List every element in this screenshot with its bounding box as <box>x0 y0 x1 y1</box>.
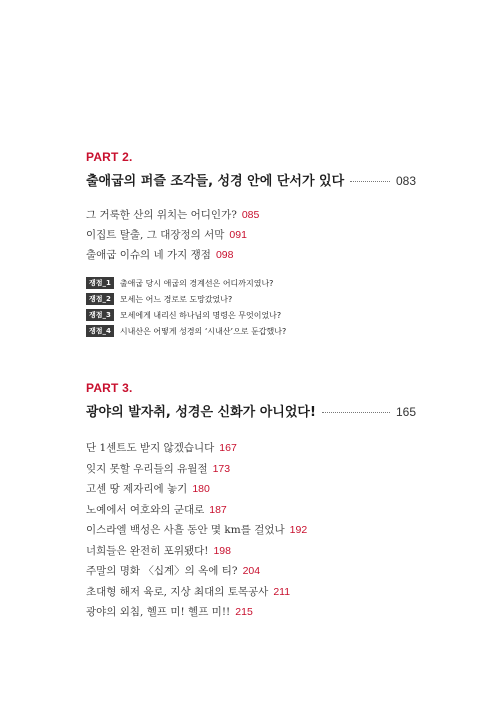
toc-entry[interactable]: 초대형 해저 육로, 지상 최대의 토목공사 211 <box>86 585 291 598</box>
part-label: PART 3. <box>86 381 133 395</box>
page-number: 192 <box>289 524 308 536</box>
dot-leader <box>350 181 390 182</box>
page-number: 173 <box>212 462 231 475</box>
page-number: 187 <box>209 503 227 516</box>
issue-badge: 쟁점_3 <box>86 309 114 321</box>
section-list <box>86 205 416 265</box>
part-3 <box>86 381 416 623</box>
page-number: 215 <box>235 606 253 618</box>
page-number: 091 <box>229 229 247 241</box>
issue-item[interactable]: 쟁점_3 모세에게 내리신 하나님의 명령은 무엇이었나? <box>86 307 416 323</box>
page-number: 198 <box>213 544 231 557</box>
toc-entry[interactable]: 단 1센트도 받지 않겠습니다 167 <box>86 442 237 454</box>
toc-entry[interactable]: 그 거룩한 산의 위치는 어디인가? 085 <box>86 209 260 221</box>
toc-entry[interactable]: 너희들은 완전히 포위됐다! 198 <box>86 544 231 557</box>
toc-entry[interactable]: 주말의 명화 〈십계〉의 옥에 티? 204 <box>86 565 261 577</box>
issue-item[interactable]: 쟁점_4 시내산은 어떻게 성경의 ‘시내산’으로 둔갑했나? <box>86 323 416 339</box>
part-title-row[interactable] <box>86 170 416 189</box>
issue-item[interactable]: 쟁점_1 출애굽 당시 애굽의 경계선은 어디까지였나? <box>86 275 416 291</box>
dot-leader <box>322 412 390 413</box>
toc-entry[interactable]: 고센 땅 제자리에 놓기 180 <box>86 483 210 495</box>
page-number: 211 <box>273 585 291 598</box>
issue-item[interactable]: 쟁점_2 모세는 어느 경로로 도망갔었나? <box>86 291 416 307</box>
toc-entry[interactable]: 노예에서 여호와의 군대로 187 <box>86 503 227 516</box>
part-title: 출애굽의 퍼즐 조각들, 성경 안에 단서가 있다 <box>86 174 345 189</box>
page-number: 167 <box>219 442 237 454</box>
toc-entry[interactable]: 출애굽 이슈의 네 가지 쟁점 098 <box>86 249 234 261</box>
section-list <box>86 438 416 623</box>
part-2 <box>86 150 416 339</box>
part-title-row[interactable] <box>86 401 416 420</box>
page-number: 204 <box>242 565 261 577</box>
page-number: 098 <box>215 249 234 261</box>
toc-entry[interactable]: 광야의 외침, 헬프 미! 헬프 미!! 215 <box>86 606 253 618</box>
page-number: 180 <box>192 483 210 495</box>
page-number: 085 <box>241 209 260 221</box>
toc-entry[interactable]: 이스라엘 백성은 사흘 동안 몇 km를 걸었나 192 <box>86 524 308 536</box>
issue-badge: 쟁점_2 <box>86 293 114 305</box>
part-label: PART 2. <box>86 150 133 164</box>
part-page-number: 165 <box>395 405 416 419</box>
part-title: 광야의 발자취, 성경은 신화가 아니었다! <box>86 405 316 420</box>
toc-entry[interactable]: 잊지 못할 우리들의 유월절 173 <box>86 462 231 475</box>
issue-list <box>86 275 416 339</box>
toc-entry[interactable]: 이집트 탈출, 그 대장정의 서막 091 <box>86 229 247 241</box>
issue-badge: 쟁점_4 <box>86 325 114 337</box>
issue-badge: 쟁점_1 <box>86 277 114 289</box>
part-page-number: 083 <box>395 174 416 188</box>
